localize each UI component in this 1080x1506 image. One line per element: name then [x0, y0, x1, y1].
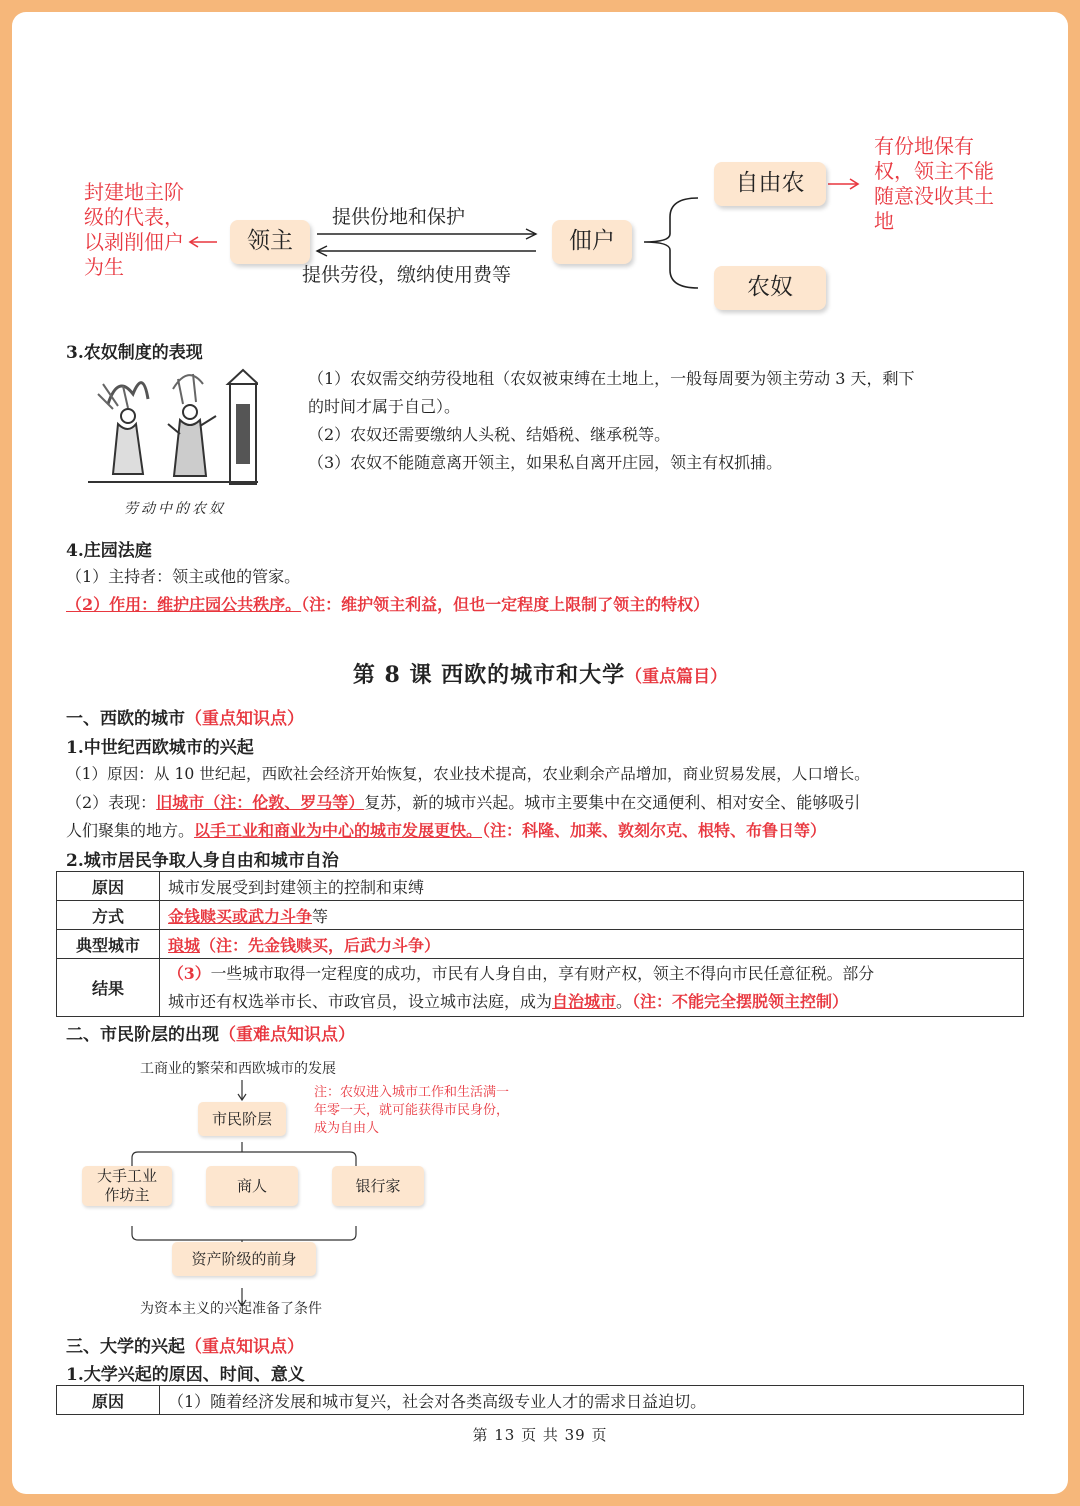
table-row	[57, 1386, 1024, 1415]
serfs-working-image	[88, 364, 258, 494]
flow-note-line-1: 注：农奴进入城市工作和生活满一	[314, 1085, 510, 1100]
lesson-title	[12, 658, 1068, 689]
row-key-reason: 原因	[57, 872, 160, 901]
city-performance-1	[66, 790, 860, 813]
serf-point-1a: （1）农奴需交纳劳役地租（农奴被束缚在土地上，一般每周要为领主劳动 3 天，剩下	[308, 369, 915, 388]
part-2-title-text: 二、市民阶层的出现	[66, 1025, 219, 1045]
row-key-method: 方式	[57, 901, 160, 930]
serf-point-2: （2）农奴还需要缴纳人头税、结婚税、继承税等。	[308, 425, 671, 444]
part-3-title	[66, 1332, 304, 1357]
row-val-typical	[160, 930, 1024, 959]
laon-city: 琅城	[168, 935, 201, 955]
court-point-2	[66, 592, 709, 615]
city-perf-label: （2）表现：	[66, 793, 157, 812]
image-caption: 劳动中的农奴	[124, 501, 226, 517]
lord-box: 领主	[230, 220, 310, 264]
page-footer: 第 13 页 共 39 页	[472, 1426, 608, 1444]
method-suffix: 等	[312, 906, 329, 926]
result-line2: 城市还有权选举市长、市政官员，设立城市法庭，成为	[168, 991, 553, 1011]
craft-owner-box	[82, 1166, 172, 1206]
result-num: （3）	[168, 963, 211, 983]
row-key-typical: 典型城市	[57, 930, 160, 959]
method-highlight: 金钱赎买或武力斗争	[168, 906, 313, 926]
table-row	[57, 959, 1024, 1017]
result-line1: 一些城市取得一定程度的成功，市民有人身自由，享有财产权，领主不得向市民任意征税。部分	[210, 963, 875, 983]
serf-point-1b: 的时间才属于自己）。	[308, 397, 461, 416]
bourgeoisie-predecessor-box: 资产阶级的前身	[172, 1242, 316, 1276]
part-3-sub1: 1.大学兴起的原因、时间、意义	[66, 1365, 305, 1385]
table-row	[57, 930, 1024, 959]
flow-bottom: 为资本主义的兴起准备了条件	[140, 1301, 322, 1317]
flow-note	[314, 1084, 509, 1138]
court-point-1: （1）主持者：领主或他的管家。	[66, 567, 301, 586]
part-1-tag: （重点知识点）	[185, 709, 304, 729]
row-key-result: 结果	[57, 959, 160, 1017]
section-4-title: 4.庄园法庭	[66, 541, 152, 561]
row-key-uni-reason: 原因	[57, 1386, 160, 1415]
craft-owner-line-1: 大手工业	[96, 1167, 157, 1185]
university-table	[56, 1385, 1024, 1415]
court-note: （注：维护领主利益，但也一定程度上限制了领主的特权）	[301, 595, 710, 614]
city-performance-2	[66, 818, 826, 841]
part-2-tag: （重难点知识点）	[219, 1025, 355, 1045]
part-2-title	[66, 1020, 355, 1045]
citizen-class-box: 市民阶层	[198, 1102, 286, 1136]
part-1-title	[66, 704, 304, 729]
part-1-sub1: 1.中世纪西欧城市的兴起	[66, 738, 254, 758]
result-period: 。	[616, 991, 633, 1011]
laon-note: （注：先金钱赎买，后武力斗争）	[200, 935, 441, 955]
flow-top: 工商业的繁荣和西欧城市的发展	[140, 1061, 336, 1077]
example-cities: （注：科隆、加莱、敦刻尔克、根特、布鲁日等）	[482, 821, 827, 840]
part-3-tag: （重点知识点）	[185, 1337, 304, 1357]
flow-note-line-3: 成为自由人	[314, 1121, 380, 1136]
lesson-title-text: 第 8 课 西欧的城市和大学	[352, 662, 626, 688]
old-cities: 旧城市（注：伦敦、罗马等）	[156, 793, 365, 812]
serf-box: 农奴	[714, 266, 826, 310]
city-reason: （1）原因：从 10 世纪起，西欧社会经济开始恢复，农业技术提高，农业剩余产品增加，商业贸易发展，人口增长。	[66, 765, 870, 783]
document-page	[12, 12, 1068, 1494]
serf-point-3: （3）农奴不能随意离开领主，如果私自离开庄园，领主有权抓捕。	[308, 453, 783, 472]
tenant-box: 佃户	[552, 220, 632, 264]
flow-note-line-2: 年零一天，就可能获得市民身份，	[314, 1103, 510, 1118]
craft-owner-line-2: 作坊主	[104, 1186, 150, 1204]
court-function: （2）作用：维护庄园公共秩序。	[66, 595, 302, 614]
section-3-title: 3.农奴制度的表现	[66, 343, 203, 363]
banker-box: 银行家	[332, 1166, 424, 1206]
lesson-tag: （重点篇目）	[625, 667, 728, 687]
craft-commerce-cities: 以手工业和商业为中心的城市发展更快。	[194, 821, 483, 840]
free-farmer-box: 自由农	[714, 162, 826, 206]
result-note: （注：不能完全摆脱领主控制）	[632, 991, 849, 1011]
autonomous-city: 自治城市	[552, 991, 617, 1011]
part-3-title-text: 三、大学的兴起	[66, 1337, 185, 1357]
row-val-result	[160, 959, 1024, 1017]
row-val-reason: 城市发展受到封建领主的控制和束缚	[160, 872, 1024, 901]
lord-note: 封建地主阶级的代表，以剥削佃户为生	[84, 180, 184, 279]
part-1-title-text: 一、西欧的城市	[66, 709, 185, 729]
row-val-uni-reason: （1）随着经济发展和城市复兴，社会对各类高级专业人才的需求日益迫切。	[160, 1386, 1024, 1415]
city-perf-text: 复苏，新的城市兴起。城市主要集中在交通便利、相对安全、能够吸引	[364, 793, 861, 812]
part-1-sub2: 2.城市居民争取人身自由和城市自治	[66, 851, 339, 871]
table-row	[57, 872, 1024, 901]
arrow-label-bottom: 提供劳役，缴纳使用费等	[302, 264, 512, 286]
merchant-box: 商人	[206, 1166, 298, 1206]
city-autonomy-table	[56, 871, 1024, 1017]
arrow-label-top: 提供份地和保护	[332, 206, 466, 228]
table-row	[57, 901, 1024, 930]
row-val-method	[160, 901, 1024, 930]
free-farmer-note: 有份地保有权，领主不能随意没收其土地	[874, 134, 994, 233]
city-perf-text2: 人们聚集的地方。	[66, 821, 195, 840]
